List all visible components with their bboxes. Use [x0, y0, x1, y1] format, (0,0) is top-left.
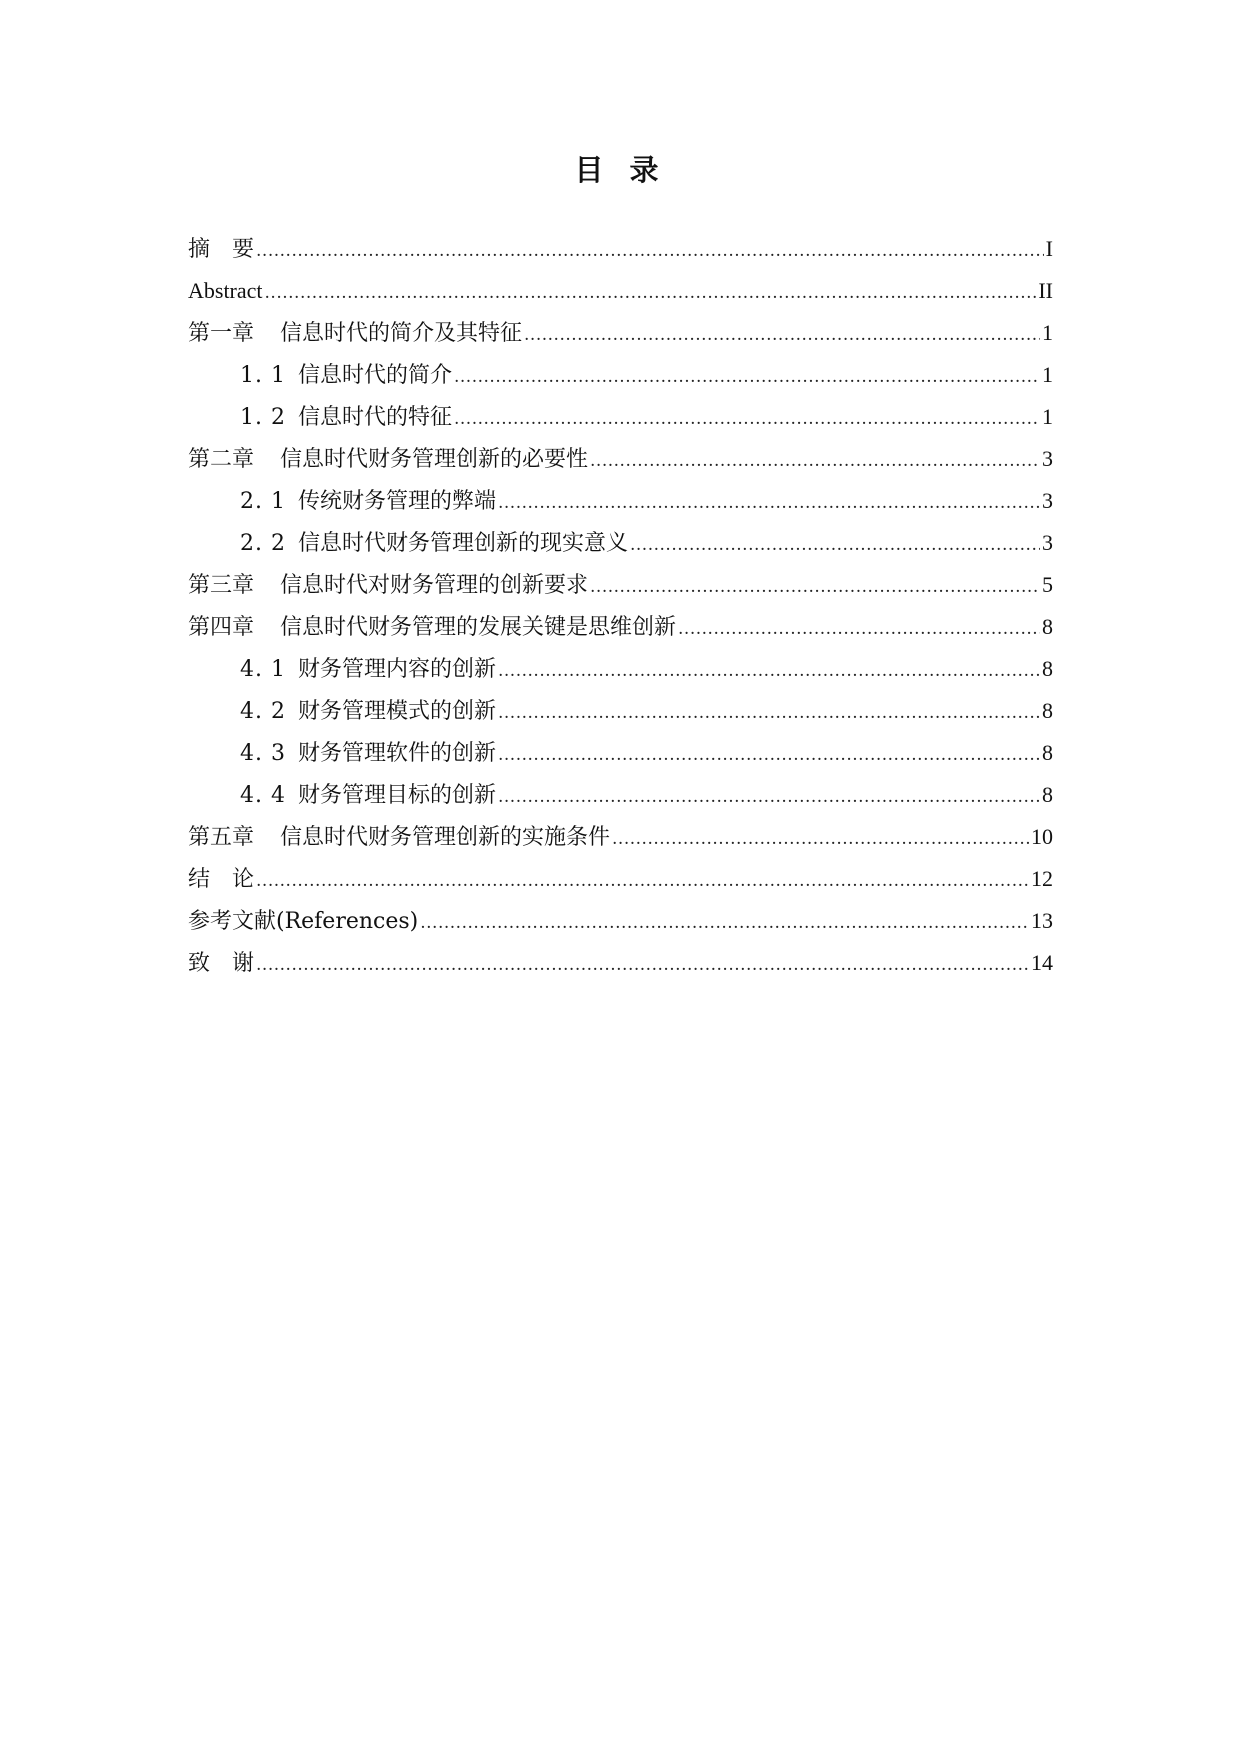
toc-section-number: 4. 1 [240, 657, 286, 682]
toc-section-number: 1. 1 [240, 363, 286, 388]
toc-entry-section-1-1[interactable] [188, 354, 1053, 396]
toc-entry-text: 信息时代财务管理创新的实施条件 [280, 825, 611, 850]
toc-dot-leader [590, 440, 1040, 482]
toc-page-number: 1 [1042, 404, 1053, 429]
page-title: 目 录 [574, 153, 667, 187]
toc-dot-leader [498, 482, 1040, 524]
toc-entry-title: 致 谢 [188, 951, 255, 976]
toc-section-number: 4. 4 [240, 783, 286, 808]
toc-entry-text: 财务管理内容的创新 [297, 657, 496, 682]
toc-entry-chapter-4[interactable] [188, 606, 1053, 648]
toc-page-number: 8 [1042, 782, 1053, 807]
toc-entry-title [240, 691, 496, 733]
toc-dot-leader [256, 230, 1044, 272]
toc-entry-title [188, 817, 610, 859]
toc-entry-title [188, 313, 522, 355]
toc-page-number: 5 [1042, 572, 1053, 597]
toc-entry-title [240, 355, 452, 397]
toc-page-number: 14 [1031, 950, 1053, 975]
toc-section-number: 2. 2 [240, 531, 286, 556]
toc-page-number: I [1045, 236, 1053, 261]
toc-entry-abstract-cn[interactable] [188, 228, 1053, 270]
toc-dot-leader [498, 650, 1040, 692]
toc-page-number: 8 [1042, 740, 1053, 765]
toc-section-number: 2. 1 [240, 489, 286, 514]
toc-page-number: 13 [1031, 908, 1053, 933]
toc-page-number: 3 [1042, 488, 1053, 513]
toc-entry-text: 信息时代财务管理创新的必要性 [280, 447, 589, 472]
toc-entry-text: 信息时代的简介 [297, 363, 452, 388]
table-of-contents [188, 228, 1053, 984]
toc-entry-conclusion[interactable] [188, 858, 1053, 900]
toc-entry-section-1-2[interactable] [188, 396, 1053, 438]
toc-section-number: 4. 2 [240, 699, 286, 724]
toc-entry-title [240, 397, 452, 439]
toc-page-number: 3 [1042, 446, 1053, 471]
toc-entry-abstract-en[interactable] [188, 270, 1053, 312]
toc-entry-chapter-5[interactable] [188, 816, 1053, 858]
toc-chapter-label: 第四章 [188, 615, 255, 640]
toc-entry-title [240, 481, 496, 523]
toc-entry-title [240, 523, 628, 565]
toc-page-number: 10 [1031, 824, 1053, 849]
toc-entry-text: 信息时代的特征 [297, 405, 452, 430]
toc-entry-text: 信息时代对财务管理的创新要求 [280, 573, 589, 598]
toc-page-number: 8 [1042, 656, 1053, 681]
toc-chapter-label: 第一章 [188, 321, 255, 346]
toc-dot-leader [498, 734, 1040, 776]
toc-page-number: 12 [1031, 866, 1053, 891]
toc-chapter-label: 第三章 [188, 573, 255, 598]
toc-entry-title [240, 649, 496, 691]
toc-entry-text: 财务管理目标的创新 [297, 783, 496, 808]
toc-entry-title [240, 775, 496, 817]
toc-entry-chapter-1[interactable] [188, 312, 1053, 354]
toc-entry-section-2-1[interactable] [188, 480, 1053, 522]
toc-entry-section-4-3[interactable] [188, 732, 1053, 774]
toc-chapter-label: 第五章 [188, 825, 255, 850]
toc-entry-section-4-2[interactable] [188, 690, 1053, 732]
toc-dot-leader [590, 566, 1040, 608]
toc-entry-title: 参考文献(References) [188, 909, 419, 934]
toc-dot-leader [256, 944, 1029, 986]
toc-entry-section-4-4[interactable] [188, 774, 1053, 816]
toc-entry-title [188, 607, 676, 649]
toc-page-number: 1 [1042, 320, 1053, 345]
toc-entry-section-2-2[interactable] [188, 522, 1053, 564]
toc-entry-title [188, 439, 588, 481]
toc-dot-leader [454, 398, 1040, 440]
toc-page-number: 8 [1042, 698, 1053, 723]
toc-entry-title: 结 论 [188, 867, 255, 892]
toc-dot-leader [265, 272, 1037, 314]
toc-dot-leader [420, 902, 1029, 944]
toc-entry-section-4-1[interactable] [188, 648, 1053, 690]
toc-entry-acknowledgements[interactable] [188, 942, 1053, 984]
toc-entry-title [240, 733, 496, 775]
toc-section-number: 4. 3 [240, 741, 286, 766]
toc-entry-chapter-2[interactable] [188, 438, 1053, 480]
toc-entry-references[interactable] [188, 900, 1053, 942]
toc-entry-text: 信息时代财务管理的发展关键是思维创新 [280, 615, 677, 640]
toc-dot-leader [612, 818, 1029, 860]
toc-entry-text: 信息时代财务管理创新的现实意义 [297, 531, 628, 556]
toc-entry-text: 信息时代的简介及其特征 [280, 321, 523, 346]
toc-entry-title [188, 565, 588, 607]
toc-entry-text: 财务管理模式的创新 [297, 699, 496, 724]
toc-dot-leader [524, 314, 1040, 356]
toc-chapter-label: 第二章 [188, 447, 255, 472]
toc-dot-leader [498, 776, 1040, 818]
toc-page-number: 1 [1042, 362, 1053, 387]
toc-dot-leader [256, 860, 1029, 902]
toc-entry-text: 财务管理软件的创新 [297, 741, 496, 766]
toc-entry-text: 传统财务管理的弊端 [297, 489, 496, 514]
toc-section-number: 1. 2 [240, 405, 286, 430]
toc-page-number: II [1038, 278, 1053, 303]
toc-dot-leader [454, 356, 1040, 398]
toc-page-number: 8 [1042, 614, 1053, 639]
toc-entry-title: Abstract [188, 278, 263, 303]
toc-entry-chapter-3[interactable] [188, 564, 1053, 606]
toc-dot-leader [678, 608, 1040, 650]
toc-entry-title: 摘 要 [188, 237, 255, 262]
toc-page-number: 3 [1042, 530, 1053, 555]
toc-dot-leader [630, 524, 1040, 566]
toc-dot-leader [498, 692, 1040, 734]
